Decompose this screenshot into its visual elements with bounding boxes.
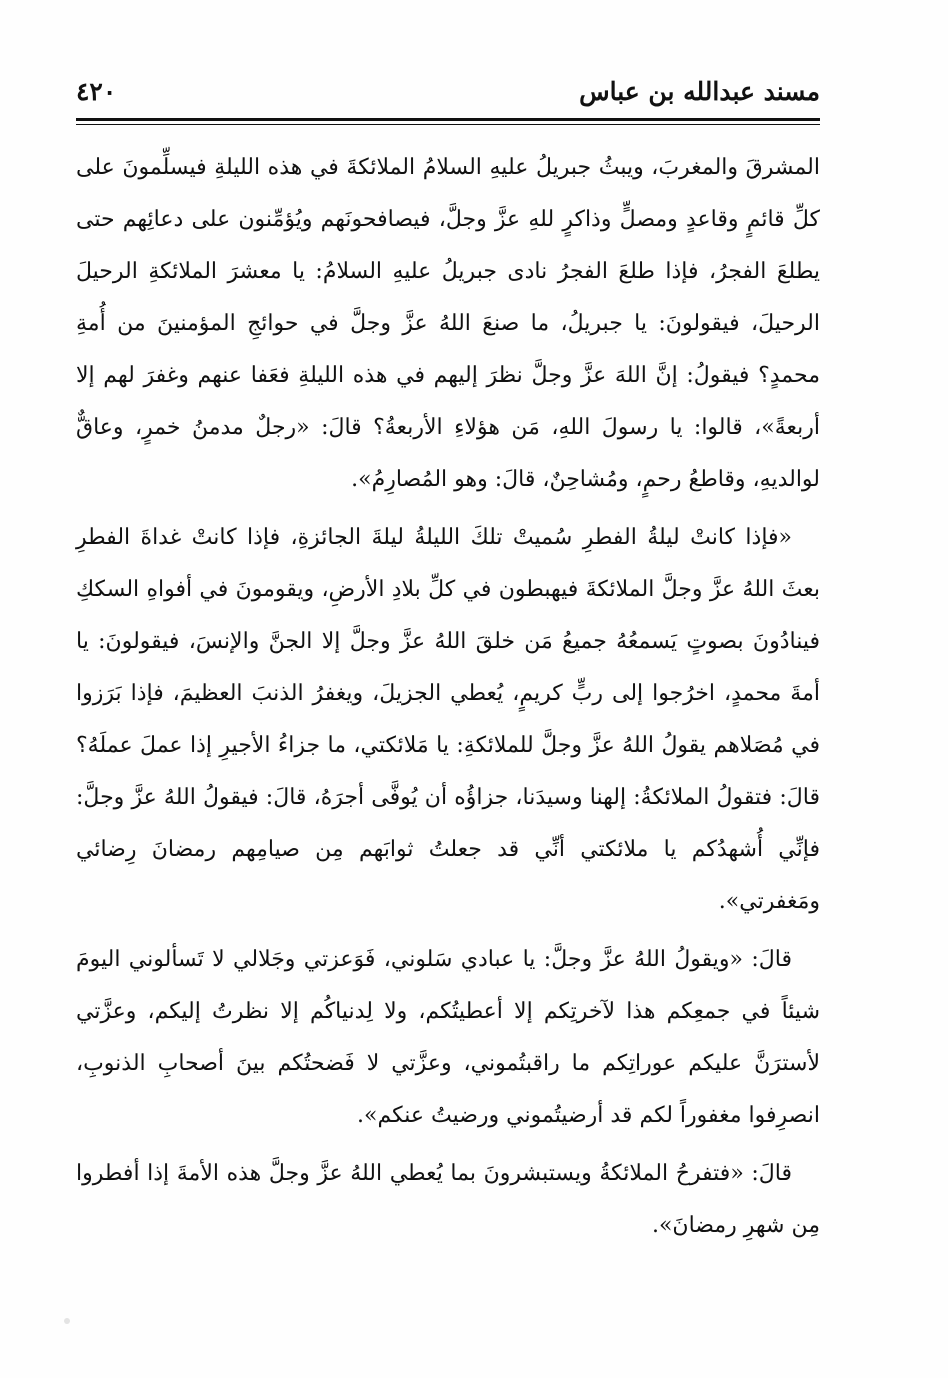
paragraph-1: المشرقَ والمغربَ، ويبثُ جبريلُ عليهِ السلامُ الملائكةَ في هذه الليلةِ فيسلِّمونَ على كلِّ قائمٍ وقاعدٍ ومصلٍّ وذاكرٍ للهِ عزَّ وجلَّ، فيصافحونَهم ويُؤمِّنون على دعائِهم حتى يطلعَ الفجرُ، فإذا طلعَ الفجرُ نادى جبريلُ عليهِ السلامُ: يا معشرَ الملائكةِ الرحيلَ الرحيلَ، فيقولونَ: يا جبريلُ، ما صنعَ اللهُ عزَّ وجلَّ في حوائجِ المؤمنينَ من أُمةِ محمدٍ؟ فيقولُ: إنَّ اللهَ عزَّ وجلَّ نظرَ إليهم في هذه الليلةِ فعَفا عنهم وغفرَ لهم إلا أربعةً»، قالوا: يا رسولَ اللهِ، مَن هؤلاءِ الأربعةُ؟ قالَ: «رجلٌ مدمنُ خمرٍ، وعاقٌّ لوالديهِ، وقاطعُ رحمٍ، ومُشاحِنٌ، قالَ: وهو المُصارِمُ». [76,155,820,492]
page-number: ٤٢٠ [76,77,117,106]
page-header [76,72,820,112]
header-rule-thick [76,118,820,121]
scan-speck [64,1318,70,1324]
paragraph-4: قالَ: «فتفرحُ الملائكةُ ويستبشرونَ بما يُعطي اللهُ عزَّ وجلَّ هذه الأمةَ إذا أفطروا مِن شهرِ رمضانَ». [76,1161,820,1238]
running-title: مسند عبدالله بن عباس [579,77,820,106]
paragraph-3: قالَ: «ويقولُ اللهُ عزَّ وجلَّ: يا عبادي سَلوني، فَوَعزتي وجَلالي لا تَسألوني اليومَ شيئاً في جمعِكم هذا لآخرتِكم إلا أعطيتُكم، ولا لِدنياكُم إلا نظرتُ إليكم، وعزَّتي لأسترَنَّ عليكم عوراتِكم ما راقبتُموني، وعزَّتي لا فَضحتُكم بينَ أصحابِ الذنوبِ، انصرِفوا مغفوراً لكم قد أرضيتُموني ورضيتُ عنكم». [76,947,820,1128]
paragraph-2: «فإذا كانتْ ليلةُ الفطرِ سُميتْ تلكَ الليلةُ ليلةَ الجائزةِ، فإذا كانتْ غداةَ الفطرِ بعثَ اللهُ عزَّ وجلَّ الملائكةَ فيهبطون في كلِّ بلادِ الأرضِ، ويقومونَ في أفواهِ السككِ فينادُونَ بصوتٍ يَسمعُهُ جميعُ مَن خلقَ اللهُ عزَّ وجلَّ إلا الجنَّ والإنسَ، فيقولونَ: يا أمةَ محمدٍ، اخرُجوا إلى ربٍّ كريمٍ، يُعطي الجزيلَ، ويغفرُ الذنبَ العظيمَ، فإذا بَرَزوا في مُصَلاهم يقولُ اللهُ عزَّ وجلَّ للملائكةِ: يا مَلائكتي، ما جزاءُ الأجيرِ إذا عملَ عملَهُ؟ قالَ: فتقولُ الملائكةُ: إلهنا وسيدَنا، جزاؤُه أن يُوفَّى أجرَهُ، قالَ: فيقولُ اللهُ عزَّ وجلَّ: فإنِّي أُشهدُكم يا ملائكتي أنِّي قد جعلتُ ثوابَهم مِن صيامِهم رمضانَ رِضائي ومَغفرتي». [76,525,820,914]
body-text [76,142,820,1258]
header-rule-thin [76,124,820,125]
